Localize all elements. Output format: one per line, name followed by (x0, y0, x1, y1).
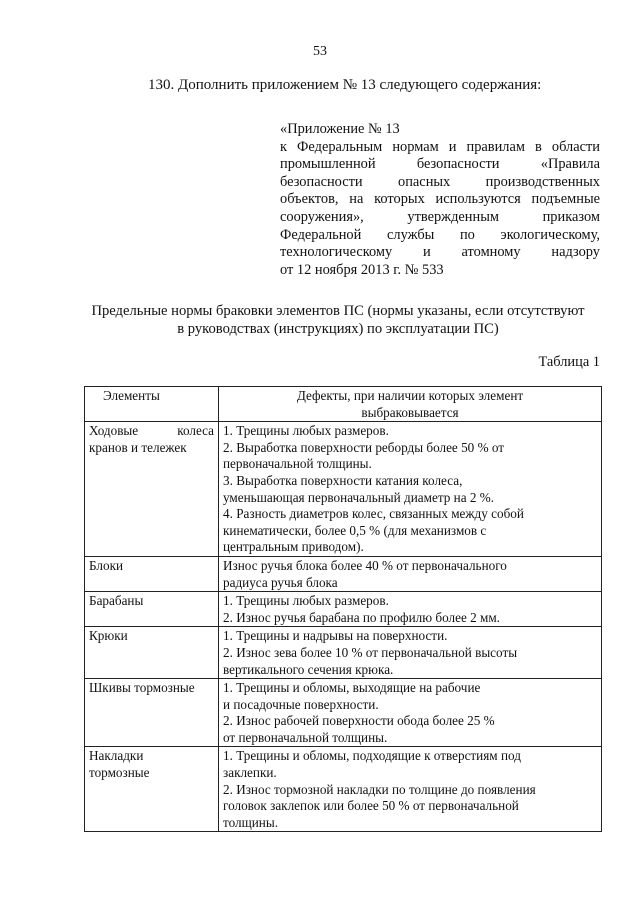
defect-line: 2. Износ зева более 10 % от первоначальной высоты (223, 644, 518, 660)
table-row (85, 747, 602, 832)
header-defects (219, 387, 602, 422)
defect-line: толщины. (223, 814, 279, 830)
appendix-line: сооружения», утвержденным приказом (280, 208, 600, 225)
table-label: Таблица 1 (538, 354, 600, 370)
element-name-line: Накладки (89, 748, 144, 764)
defect-line: радиуса ручья блока (223, 574, 338, 590)
element-cell (85, 747, 219, 832)
defect-line: первоначальной толщины. (223, 456, 372, 472)
appendix-line: технологическому и атомному надзору (280, 244, 600, 261)
defect-line: центральным приводом). (223, 539, 364, 555)
header-elements: Элементы (85, 387, 219, 422)
defect-line: 1. Трещины и обломы, подходящие к отверстиям под (223, 748, 521, 764)
table-header-row (85, 387, 602, 422)
defect-line: Износ ручья блока более 40 % от первоначального (223, 557, 507, 573)
rejection-norms-table (84, 386, 602, 832)
defects-cell (219, 747, 602, 832)
defect-line: 2. Износ ручья барабана по профилю более 2 мм. (223, 609, 500, 625)
defects-cell (219, 556, 602, 591)
appendix-line: промышленной безопасности «Правила (280, 156, 600, 173)
header-defects-line: Дефекты, при наличии которых элемент (296, 388, 524, 403)
element-cell (85, 679, 219, 747)
table-row (85, 592, 602, 627)
defect-line: 2. Износ рабочей поверхности обода более 25 % (223, 713, 495, 729)
defect-line: головок заклепок или более 50 % от первоначальной (223, 798, 519, 814)
element-cell (85, 627, 219, 679)
defects-cell (219, 627, 602, 679)
defect-line: 2. Выработка поверхности реборды более 50 % от (223, 439, 505, 455)
table-row (85, 627, 602, 679)
defect-line: 2. Износ тормозной накладки по толщине до появления (223, 781, 536, 797)
defect-line: 1. Трещины любых размеров. (223, 593, 389, 609)
appendix-line: Федеральной службы по экологическому, (280, 226, 600, 243)
defect-line: уменьшающая первоначальный диаметр на 2 %. (223, 489, 495, 505)
header-defects-line: выбраковывается (361, 404, 459, 420)
element-name-line: Барабаны (89, 593, 144, 609)
defect-line: 1. Трещины и надрывы на поверхности. (223, 628, 448, 644)
defect-line: от первоначальной толщины. (223, 729, 388, 745)
defect-line: 4. Разность диаметров колес, связанных между собой (223, 506, 524, 522)
heading-line: в руководствах (инструкциях) по эксплуатации ПС) (177, 321, 499, 337)
defect-line: заклепки. (223, 765, 277, 781)
element-name-line: Ходовые колеса (89, 423, 214, 439)
defects-cell (219, 592, 602, 627)
defect-line: кинематически, более 0,5 % (для механизмов с (223, 522, 487, 538)
appendix-header-block (280, 121, 600, 279)
appendix-line: безопасности опасных производственных (280, 173, 600, 190)
table-row (85, 556, 602, 591)
defect-line: 3. Выработка поверхности катания колеса, (223, 472, 463, 488)
amendment-intro: 130. Дополнить приложением № 13 следующего содержания: (148, 77, 542, 93)
defects-cell (219, 679, 602, 747)
appendix-line: «Приложение № 13 (280, 121, 400, 137)
element-cell (85, 422, 219, 557)
section-heading (70, 302, 606, 338)
defect-line: вертикального сечения крюка. (223, 661, 394, 677)
defect-line: и посадочные поверхности. (223, 696, 379, 712)
table-row (85, 679, 602, 747)
element-name-line: Крюки (89, 628, 128, 644)
defect-line: 1. Трещины и обломы, выходящие на рабочие (223, 680, 481, 696)
element-name-line: Блоки (89, 557, 124, 573)
defect-line: 1. Трещины любых размеров. (223, 423, 389, 439)
page-number: 53 (313, 44, 327, 59)
element-name-line: кранов и тележек (89, 439, 187, 455)
element-cell (85, 556, 219, 591)
heading-line: Предельные нормы браковки элементов ПС (нормы указаны, если отсутствуют (91, 303, 585, 319)
appendix-line: к Федеральным нормам и правилам в области (280, 138, 600, 155)
appendix-line: от 12 ноября 2013 г. № 533 (280, 261, 444, 278)
defects-cell (219, 422, 602, 557)
element-cell (85, 592, 219, 627)
table-row (85, 422, 602, 557)
element-name-line: Шкивы тормозные (89, 680, 195, 696)
element-name-line: тормозные (89, 765, 150, 781)
appendix-line: объектов, на которых используются подъемные (280, 191, 600, 208)
